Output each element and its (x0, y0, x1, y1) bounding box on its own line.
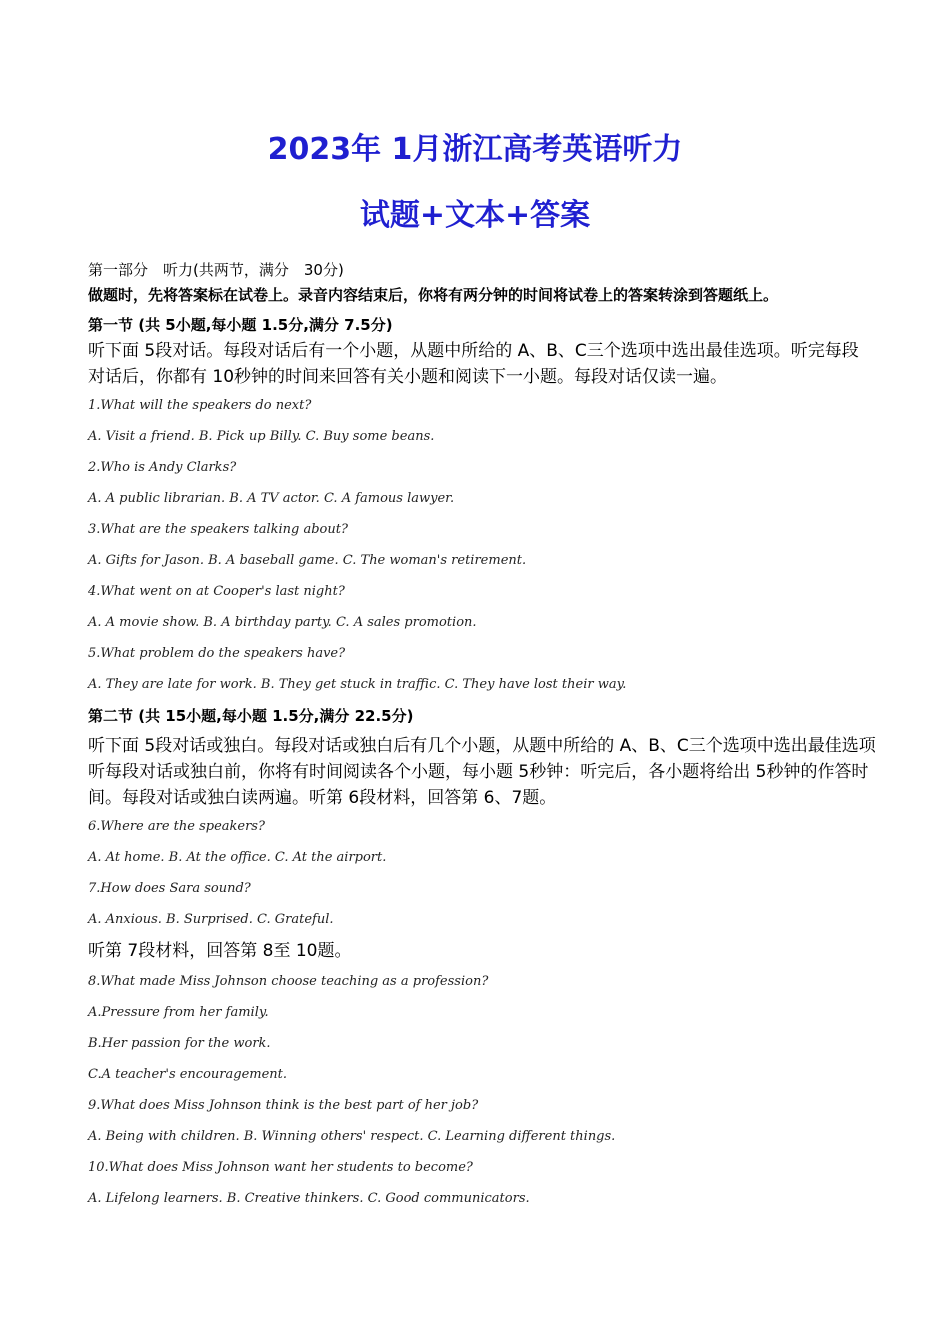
question-line: 1.What will the speakers do next? (88, 398, 312, 413)
options-line: A. Being with children. B. Winning others' respect. C. Learning different things. (88, 1129, 616, 1144)
options-line: A.Pressure from her family. (88, 1005, 269, 1020)
part1-heading: 第一部分 听力(共两节，满分 30分) (88, 261, 344, 279)
question-line: 3.What are the speakers talking about? (88, 522, 348, 537)
document-title-line1: 2023年 1月浙江高考英语听力 (267, 132, 683, 167)
question-line: 4.What went on at Cooper's last night? (88, 584, 345, 599)
options-line: A. At home. B. At the office. C. At the airport. (88, 850, 387, 865)
document-title-line2: 试题+文本+答案 (359, 198, 591, 233)
material7-instruction: 听第 7段材料，回答第 8至 10题。 (88, 941, 352, 961)
section1-intro-line2: 对话后，你都有 10秒钟的时间来回答有关小题和阅读下一小题。每段对话仅读一遍。 (88, 367, 728, 387)
options-line: A. Lifelong learners. B. Creative thinkers. C. Good communicators. (88, 1191, 530, 1206)
section1-heading: 第一节 (共 5小题,每小题 1.5分,满分 7.5分) (88, 316, 393, 334)
part1-instruction: 做题时，先将答案标在试卷上。录音内容结束后，你将有两分钟的时间将试卷上的答案转涂到答题纸上。 (88, 286, 779, 304)
section2-intro-line1: 听下面 5段对话或独白。每段对话或独白后有几个小题，从题中所给的 A、B、C三个选项中选出最佳选项 (88, 736, 876, 756)
options-line: A. A public librarian. B. A TV actor. C. A famous lawyer. (88, 491, 455, 506)
question-line: 6.Where are the speakers? (88, 819, 265, 834)
options-line: A. Gifts for Jason. B. A baseball game. C. The woman's retirement. (88, 553, 527, 568)
options-line: C.A teacher's encouragement. (88, 1067, 288, 1082)
options-line: A. Visit a friend. B. Pick up Billy. C. Buy some beans. (88, 429, 435, 444)
options-line: A. Anxious. B. Surprised. C. Grateful. (88, 912, 334, 927)
question-line: 8.What made Miss Johnson choose teaching as a profession? (88, 974, 489, 989)
options-line: A. A movie show. B. A birthday party. C. A sales promotion. (88, 615, 477, 630)
options-line: A. They are late for work. B. They get stuck in traffic. C. They have lost their way. (88, 677, 627, 692)
question-line: 5.What problem do the speakers have? (88, 646, 346, 661)
options-line: B.Her passion for the work. (88, 1036, 271, 1051)
section2-intro-line2: 听每段对话或独白前，你将有时间阅读各个小题，每小题 5秒钟：听完后，各小题将给出 5秒钟的作答时 (88, 762, 869, 782)
question-line: 9.What does Miss Johnson think is the best part of her job? (88, 1098, 479, 1113)
question-line: 2.Who is Andy Clarks? (88, 460, 237, 475)
section1-intro-line1: 听下面 5段对话。每段对话后有一个小题，从题中所给的 A、B、C三个选项中选出最佳选项。听完每段 (88, 341, 859, 361)
section2-intro-line3: 间。每段对话或独白读两遍。听第 6段材料，回答第 6、7题。 (88, 788, 557, 808)
question-line: 10.What does Miss Johnson want her students to become? (88, 1160, 473, 1175)
question-line: 7.How does Sara sound? (88, 881, 251, 896)
section2-heading: 第二节 (共 15小题,每小题 1.5分,满分 22.5分) (88, 707, 414, 725)
